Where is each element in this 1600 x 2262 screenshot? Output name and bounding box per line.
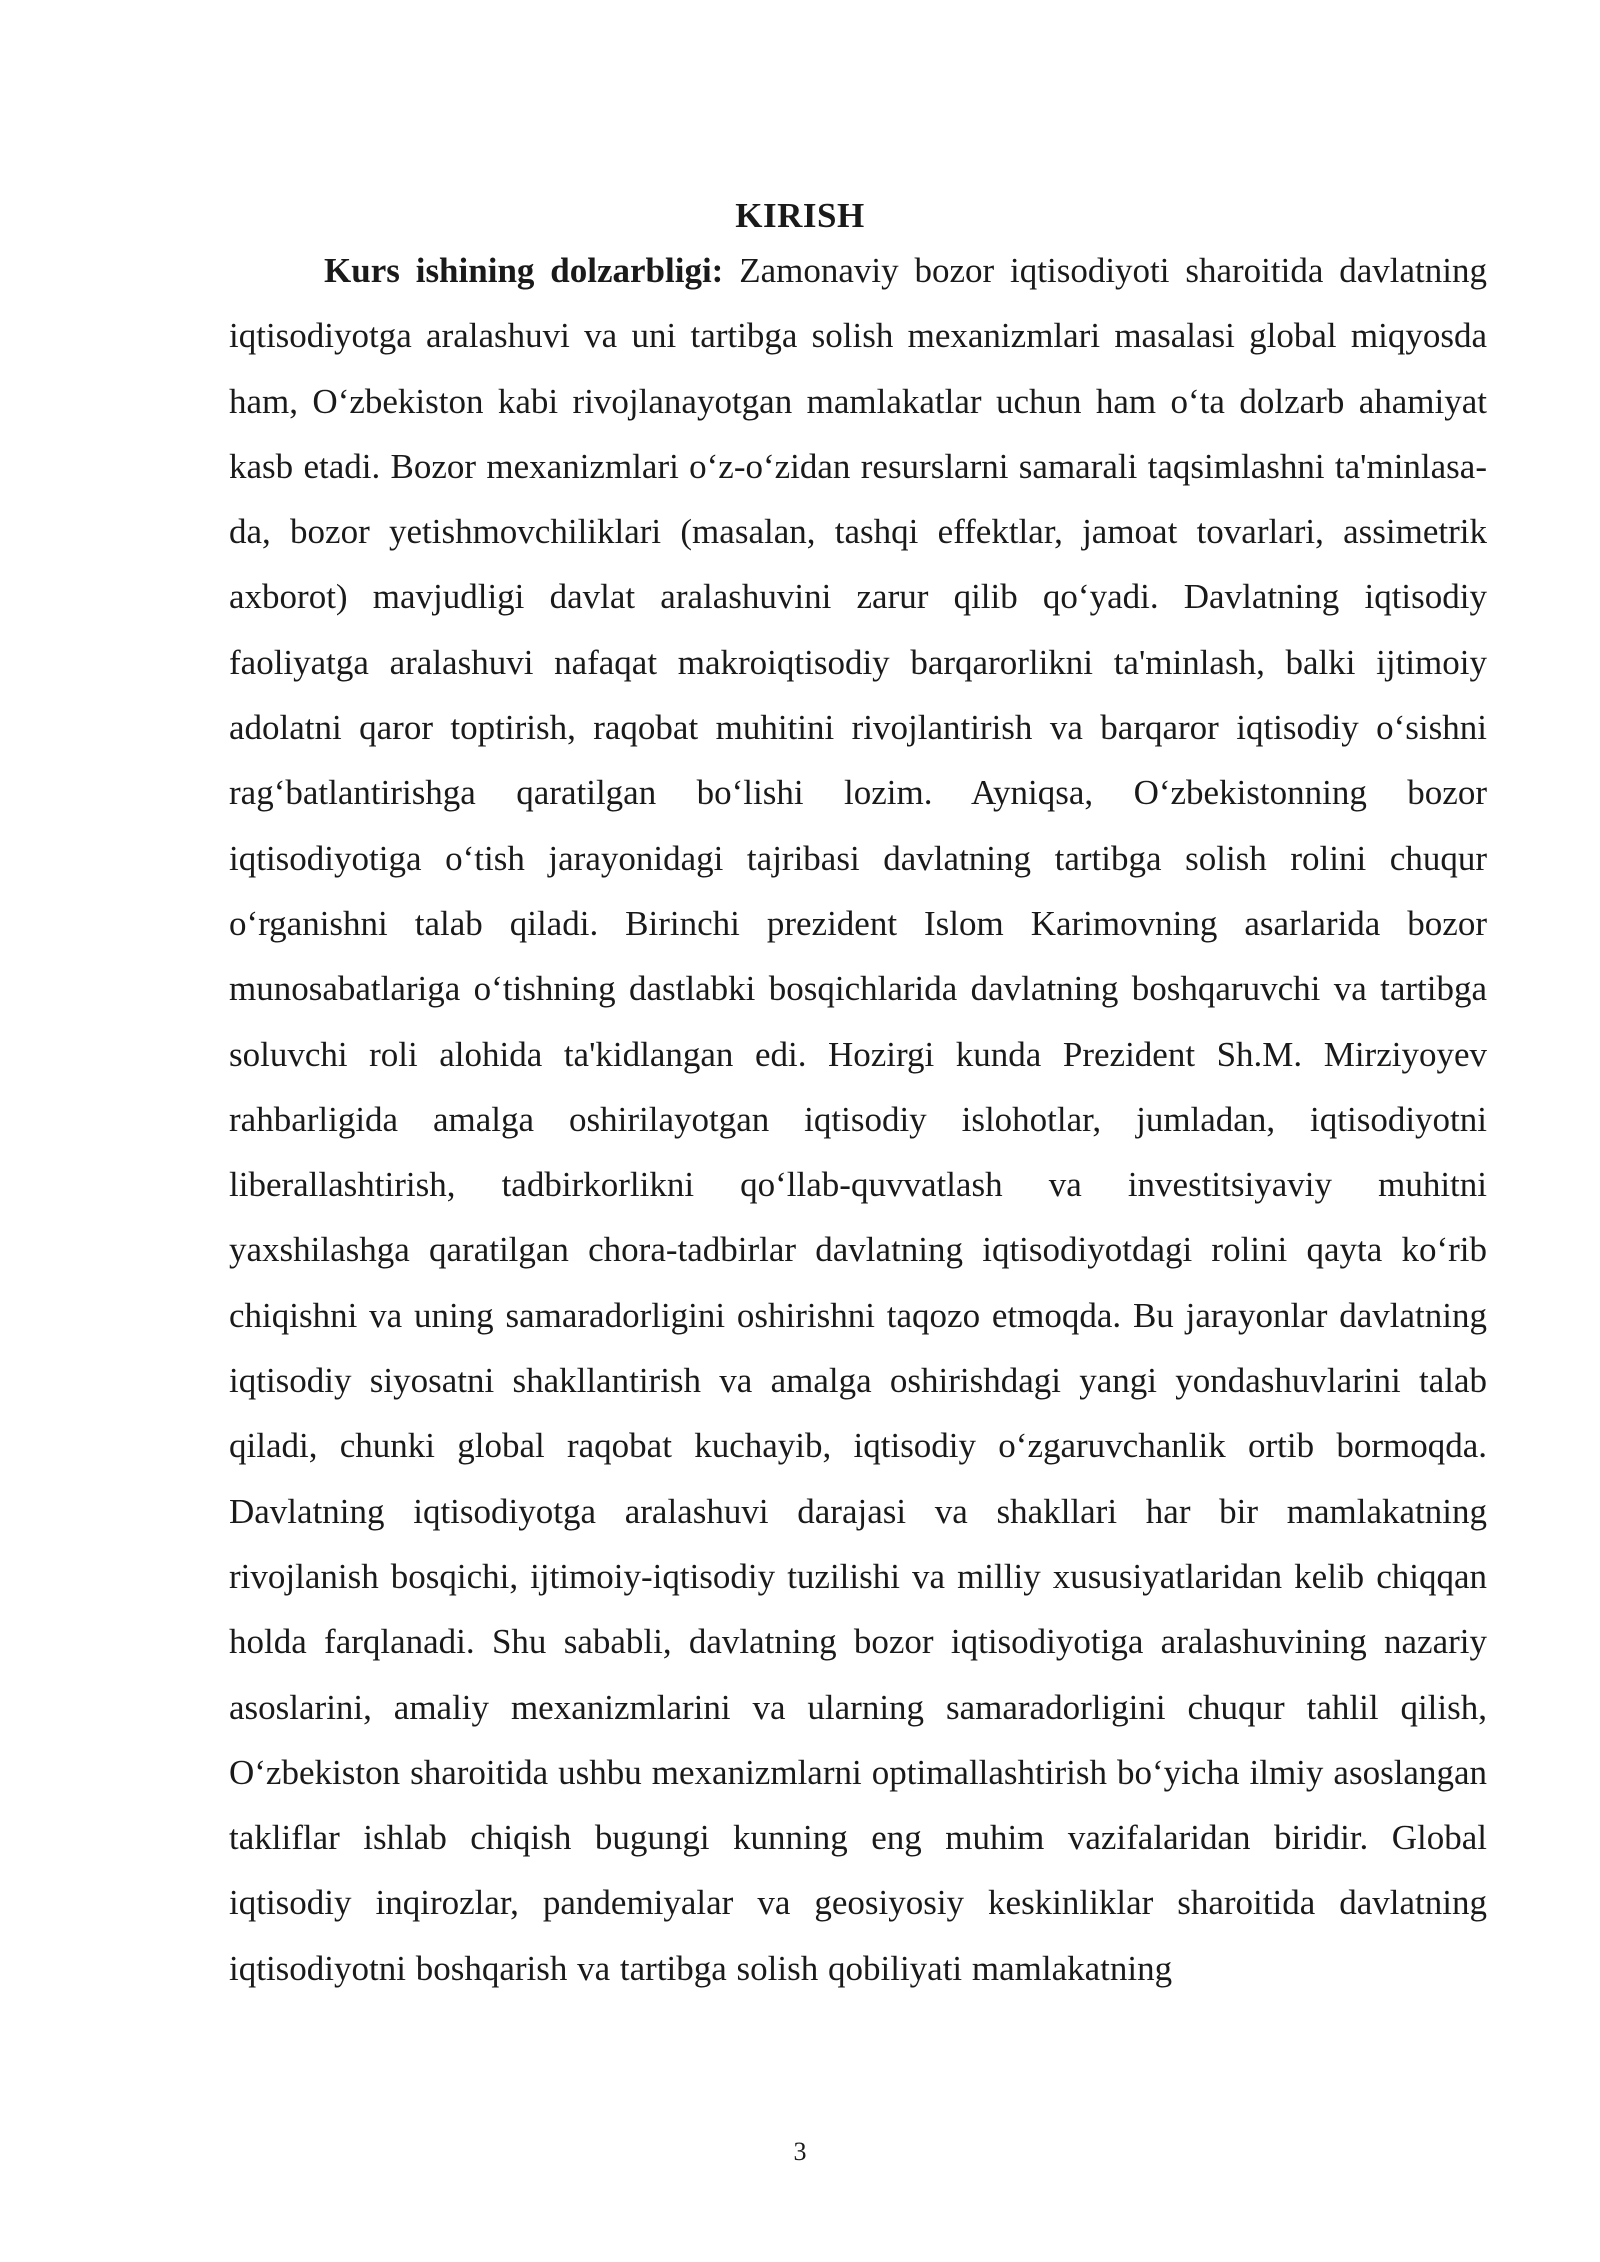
body-paragraph [229,238,1487,2001]
section-heading: KIRISH [735,196,865,235]
paragraph-text: Zamonaviy bozor iqtisodiyoti sharoitida davlatning iqtisodiyotga aralashuvi va uni tartibga solish mexanizmlari masalasi global miqyosda ham, O‘zbekiston kabi rivojlanayotgan mamlakatlar uchun ham o‘ta dolzarb ahamiyat kasb etadi. Bozor mexanizmlari o‘z-o‘zidan resurslarni samarali taqsimlashni ta'minlasa-da, bozor yetishmovchiliklari (masalan, tashqi effektlar, jamoat tovarlari, assimetrik axborot) mavjudligi davlat aralashuvini zarur qilib qo‘yadi. Davlatning iqtisodiy faoliyatga aralashuvi nafaqat makroiqtisodiy barqarorlikni ta'minlash, balki ijtimoiy adolatni qaror toptirish, raqobat muhitini rivojlantirish va barqaror iqtisodiy o‘sishni rag‘batlantirishga qaratilgan bo‘lishi lozim. Ayniqsa, O‘zbekistonning bozor iqtisodiyotiga o‘tish jarayonidagi tajribasi davlatning tartibga solish rolini chuqur o‘rganishni talab qiladi. Birinchi prezident Islom Karimovning asarlarida bozor munosabatlariga o‘tishning dastlabki bosqichlarida davlatning boshqaruvchi va tartibga soluvchi roli alohida ta'kidlangan edi. Hozirgi kunda Prezident Sh.M. Mirziyoyev rahbarligida amalga oshirilayotgan iqtisodiy islohotlar, jumladan, iqtisodiyotni liberallashtirish, tadbirkorlikni qo‘llab-quvvatlash va investitsiyaviy muhitni yaxshilashga qaratilgan chora-tadbirlar davlatning iqtisodiyotdagi rolini qayta ko‘rib chiqishni va uning samaradorligini oshirishni taqozo etmoqda. Bu jarayonlar davlatning iqtisodiy siyosatni shakllantirish va amalga oshirishdagi yangi yondashuvlarini talab qiladi, chunki global raqobat kuchayib, iqtisodiy o‘zgaruvchanlik ortib bormoqda. Davlatning iqtisodiyotga aralashuvi darajasi va shakllari har bir mamlakatning rivojlanish bosqichi, ijtimoiy-iqtisodiy tuzilishi va milliy xususiyatlaridan kelib chiqqan holda farqlanadi. Shu sababli, davlatning bozor iqtisodiyotiga aralashuvining nazariy asoslarini, amaliy mexanizmlarini va ularning samaradorligini chuqur tahlil qilish, O‘zbekiston sharoitida ushbu mexanizmlarni optimallashtirish bo‘yicha ilmiy asoslangan takliflar ishlab chiqish bugungi kunning eng muhim vazifalaridan biridir. Global iqtisodiy inqirozlar, pandemiyalar va geosiyosiy keskinliklar sharoitida davlatning iqtisodiyotni boshqarish va tartibga solish qobiliyati mamlakatning [229,251,1487,1988]
page-number: 3 [793,2137,807,2166]
lead-label: Kurs ishining dolzarbligi: [324,251,724,290]
